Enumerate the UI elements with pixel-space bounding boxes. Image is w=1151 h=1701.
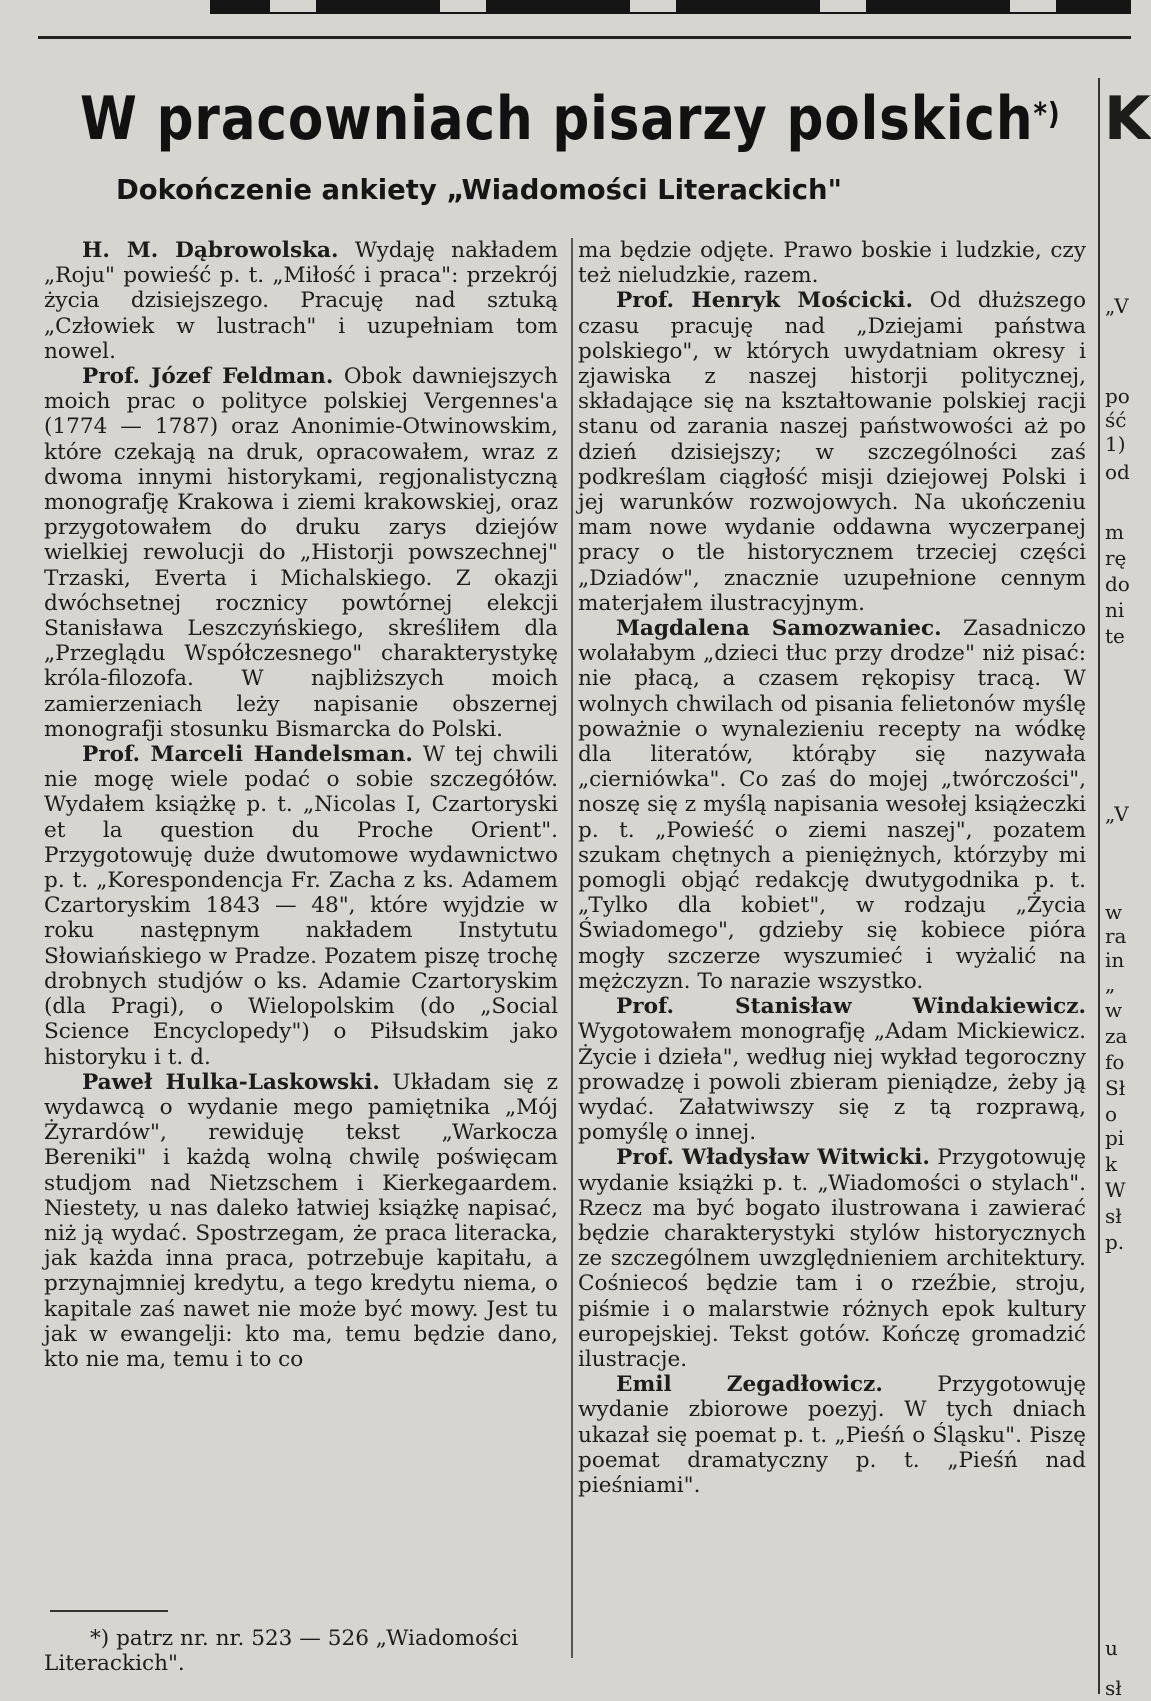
edge-fragment: K (1104, 84, 1151, 154)
footnote-mark: *) (1033, 97, 1061, 132)
entry-author: Prof. Henryk Mościcki. (616, 288, 914, 314)
edge-fragment: k (1105, 1152, 1118, 1176)
edge-fragment: w (1105, 900, 1123, 924)
footnote-rule (50, 1610, 168, 1612)
entry-paragraph (578, 288, 1086, 616)
edge-fragment: sł (1105, 1204, 1122, 1228)
entry-paragraph (44, 742, 558, 1070)
entry-paragraph (44, 364, 558, 742)
edge-fragment: u (1105, 1636, 1118, 1660)
edge-fragment: pi (1105, 1126, 1125, 1150)
article-column-left (44, 238, 558, 1372)
edge-fragment: Sł (1105, 1076, 1126, 1100)
edge-fragment: o (1105, 1102, 1118, 1126)
top-rule (38, 36, 1131, 39)
column-divider-right (1098, 78, 1100, 1694)
entry-text: Przygotowuję wydanie książki p. t. „Wiadomości o stylach". Rzecz ma być bogato ilustrowana i zawierać będzie charakterystyki stylów historycznych ze szczególnem uwzględnieniem architektury. Cośniecoś będzie tam i o rzeźbie, stroju, piśmie i o malarstwie różnych epok kultury europejskiej. Tekst gotów. Kończę gromadzić ilustracje. (578, 1145, 1086, 1372)
edge-fragment: rę (1105, 546, 1127, 570)
entry-text: Wydaję nakładem „Roju" powieść p. t. „Miłość i praca": przekrój życia dzisiejszego. Pracuję nad sztuką „Człowiek w lustrach" i uzupełniam tom nowel. (44, 238, 559, 364)
entry-author: Paweł Hulka-Laskowski. (82, 1069, 380, 1095)
entry-paragraph (44, 1070, 558, 1372)
article-subtitle: Dokończenie ankiety „Wiadomości Literackich" (116, 173, 842, 206)
entry-author: H. M. Dąbrowolska. (82, 238, 339, 263)
edge-fragment: od (1105, 460, 1130, 484)
entry-author: Emil Zegadłowicz. (616, 1372, 883, 1398)
edge-fragment: sł (1105, 1676, 1122, 1700)
entry-author: Magdalena Samozwaniec. (616, 616, 942, 642)
entry-paragraph (44, 238, 558, 364)
edge-fragment: W (1105, 1178, 1126, 1202)
edge-fragment: ni (1105, 598, 1125, 622)
entry-text: Przygotowuję wydanie zbiorowe poezyj. W tych dniach ukazał się poemat p. t. „Pieśń o Śląsku". Piszę poemat dramatyczny p. t. „Pieśń nad pieśniami". (578, 1372, 1086, 1498)
footnote: *) patrz nr. nr. 523 — 526 „Wiadomości Literackich". (44, 1626, 519, 1677)
entry-paragraph (578, 1372, 1086, 1498)
edge-fragment: p. (1105, 1230, 1125, 1254)
entry-paragraph (578, 994, 1086, 1145)
edge-fragment: ść (1105, 408, 1127, 432)
edge-fragment: po (1105, 384, 1130, 408)
edge-fragment: za (1105, 1024, 1128, 1048)
entry-text: Obok dawniejszych moich prac o polityce polskiej Vergennes'a (1774 — 1787) oraz Anonimie-Otwinowskim, które czekają na druk, opracowałem, wraz z dwoma innymi historykami, regjonalistyczną monografję Krakowa i ziemi krakowskiej, oraz przygotowałem do druku zarys dziejów wielkiej rewolucji do „Historji powszechnej" Trzaski, Everta i Michalskiego. Z okazji dwóchsetnej rocznicy powtórnej elekcji Stanisława Leszczyńskiego, skreśliłem dla „Przeglądu Współczesnego" charakterystykę króla-filozofa. W najbliższych moich zamierzeniach leży napisanie obszernej monografji stosunku Bismarcka do Polski. (44, 364, 558, 742)
edge-fragment: 1) (1105, 432, 1126, 456)
adjacent-column-edge (1102, 80, 1151, 1700)
edge-fragment: in (1105, 948, 1125, 972)
edge-fragment: te (1105, 624, 1125, 648)
column-divider-middle (571, 238, 573, 1658)
article-title (80, 84, 1060, 154)
edge-fragment: „V (1105, 294, 1129, 318)
entry-text: Wygotowałem monografję „Adam Mickiewicz. Życie i dzieła", według niej wykład tegoroczny prowadzę i powoli zbieram pieniądze, żeby ją wydać. Załatwiwszy się z tą rozprawą, pomyślę o innej. (578, 1019, 1086, 1146)
edge-fragment: w (1105, 998, 1123, 1022)
entry-author: Prof. Stanisław Windakiewicz. (616, 994, 1086, 1020)
entry-paragraph (578, 1145, 1086, 1372)
edge-fragment: „ (1105, 972, 1116, 996)
entry-paragraph (578, 616, 1086, 994)
edge-fragment: fo (1105, 1050, 1125, 1074)
article-title-text: W pracowniach pisarzy polskich (80, 84, 1034, 154)
entry-text: Od dłuższego czasu pracuję nad „Dziejami państwa polskiego", w których uwydatniam okresy i zjawiska z naszej historji politycznej, składające się na kształtowanie polskiej racji stanu od zarania naszej państwowości aż po dzień dzisiejszy; w szczególności zaś podkreślam ciągłość misji dziejowej Polski i jej warunków rozwojowych. Na ukończeniu mam nowe wydanie oddawna wyczerpanej pracy o tle historycznem trzeciej części „Dziadów", znacznie uzupełnione cennym materjałem ilustracyjnym. (578, 288, 1086, 616)
edge-fragment: „V (1105, 802, 1129, 826)
entry-author: Prof. Marceli Handelsman. (82, 742, 413, 768)
edge-fragment: do (1105, 572, 1130, 596)
entry-text: ma będzie odjęte. Prawo boskie i ludzkie, czy też nieludzkie, razem. (578, 238, 1086, 289)
top-banner-strip (210, 0, 1131, 14)
entry-text: Zasadniczo wolałabym „dzieci tłuc przy drodze" niż pisać: nie płacą, a czasem rękopisy tracą. W wolnych chwilach od pisania felietonów myślę poważnie o wynalezieniu recepty na wódkę dla literatów, którąby się nazywała „cierniówka". Co zaś do mojej „twórczości", noszę się z myślą napisania wesołej książeczki p. t. „Powieść o ziemi naszej", pozatem szukam chętnych a pieniężnych, którzyby mi pomogli objąć redakcję dwutygodnika p. t. „Tylko dla kobiet", w rodzaju „Życia Świadomego", gdzieby się kobiece pióra mogły szczerze wyszumieć i wyżalić na mężczyzn. To narazie wszystko. (578, 616, 1086, 994)
entry-author: Prof. Józef Feldman. (82, 364, 334, 390)
edge-fragment: ra (1105, 924, 1127, 948)
entry-author: Prof. Władysław Witwicki. (616, 1145, 930, 1171)
entry-text: Układam się z wydawcą o wydanie mego pamiętnika „Mój Żyrardów", rewiduję tekst „Warkocza Bereniki" i każdą wolną chwilę poświęcam studjom nad Nietzschem i Kierkegaardem. Niestety, u nas daleko łatwiej książkę napisać, niż ją wydać. Spostrzegam, że praca literacka, jak każda inna praca, potrzebuje kapitału, a przynajmniej kredytu, a tego kredytu niema, o kapitale zaś nawet nie może być mowy. Jest tu jak w ewangelji: kto ma, temu będzie dano, kto nie ma, temu i to co (44, 1069, 558, 1372)
entry-continuation (578, 238, 1086, 288)
entry-text: W tej chwili nie mogę wiele podać o sobie szczegółów. Wydałem książkę p. t. „Nicolas I, Czartoryski et la question du Proche Orient". Przygotowuję duże dwutomowe wydawnictwo p. t. „Korespondencja Fr. Zacha z ks. Adamem Czartoryskim 1843 — 48", które wyjdzie w roku następnym nakładem Instytutu Słowiańskiego w Pradze. Pozatem piszę trochę drobnych studjów o ks. Adamie Czartoryskim (dla Pragi), o Wielopolskim (do „Social Science Encyclopedy") o Piłsudskim jako historyku i t. d. (44, 742, 558, 1070)
article-column-right (578, 238, 1086, 1498)
edge-fragment: m (1105, 520, 1124, 544)
